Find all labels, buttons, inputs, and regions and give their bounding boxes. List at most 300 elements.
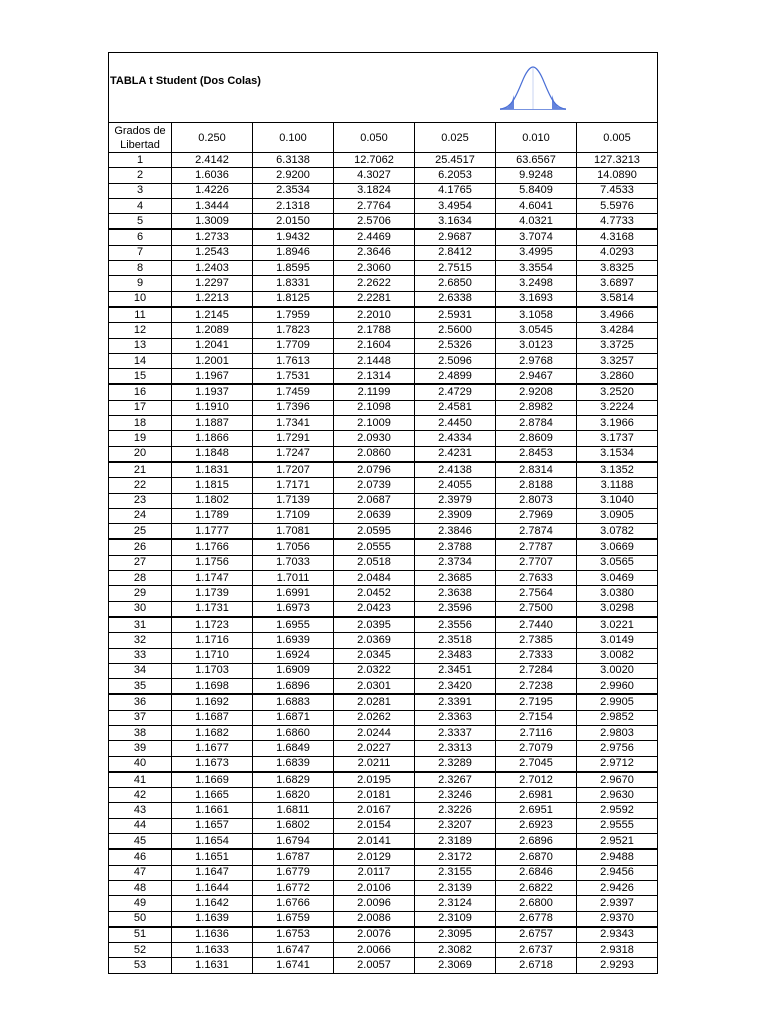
- critical-value-cell: 2.6870: [496, 849, 577, 865]
- critical-value-cell: 2.6718: [496, 958, 577, 973]
- critical-value-cell: 3.1737: [577, 431, 658, 446]
- critical-value-cell: 2.1448: [334, 353, 415, 368]
- critical-value-cell: 1.1716: [172, 633, 253, 648]
- t-table-sheet: [108, 52, 658, 988]
- critical-value-cell: 1.1698: [172, 679, 253, 695]
- critical-value-cell: 2.0687: [334, 493, 415, 508]
- critical-value-cell: 1.3444: [172, 198, 253, 213]
- table-row: [109, 478, 658, 493]
- critical-value-cell: 2.6951: [496, 803, 577, 818]
- critical-value-cell: 2.8314: [496, 462, 577, 478]
- df-cell: 41: [109, 772, 172, 788]
- critical-value-cell: 2.3313: [415, 741, 496, 756]
- critical-value-cell: 2.3556: [415, 617, 496, 633]
- critical-value-cell: 5.5976: [577, 198, 658, 213]
- critical-value-cell: 1.7109: [253, 508, 334, 523]
- critical-value-cell: 2.4231: [415, 446, 496, 462]
- df-cell: 39: [109, 741, 172, 756]
- critical-value-cell: 3.1188: [577, 478, 658, 493]
- critical-value-cell: 2.0639: [334, 508, 415, 523]
- critical-value-cell: 2.0860: [334, 446, 415, 462]
- critical-value-cell: 2.3226: [415, 803, 496, 818]
- critical-value-cell: 1.6896: [253, 679, 334, 695]
- df-cell: 28: [109, 571, 172, 586]
- table-row: [109, 555, 658, 570]
- critical-value-cell: 1.7709: [253, 338, 334, 353]
- alpha-header: 0.005: [577, 123, 658, 153]
- critical-value-cell: 2.6822: [496, 880, 577, 895]
- critical-value-cell: 25.4517: [415, 153, 496, 168]
- table-row: [109, 818, 658, 833]
- critical-value-cell: 2.7969: [496, 508, 577, 523]
- critical-value-cell: 1.2145: [172, 307, 253, 323]
- table-row: [109, 183, 658, 198]
- critical-value-cell: 2.3124: [415, 896, 496, 911]
- critical-value-cell: 12.7062: [334, 153, 415, 168]
- df-cell: 38: [109, 725, 172, 740]
- alpha-header: 0.050: [334, 123, 415, 153]
- critical-value-cell: 1.1789: [172, 508, 253, 523]
- table-row: [109, 524, 658, 540]
- critical-value-cell: 2.9343: [577, 927, 658, 943]
- critical-value-cell: 2.0395: [334, 617, 415, 633]
- table-row: [109, 508, 658, 523]
- df-cell: 50: [109, 911, 172, 927]
- critical-value-cell: 1.6820: [253, 788, 334, 803]
- critical-value-cell: 2.6800: [496, 896, 577, 911]
- table-row: [109, 353, 658, 368]
- critical-value-cell: 3.6897: [577, 276, 658, 291]
- critical-value-cell: 2.9592: [577, 803, 658, 818]
- critical-value-cell: 1.1644: [172, 880, 253, 895]
- critical-value-cell: 2.9803: [577, 725, 658, 740]
- critical-value-cell: 2.7633: [496, 571, 577, 586]
- critical-value-cell: 2.0129: [334, 849, 415, 865]
- critical-value-cell: 1.1639: [172, 911, 253, 927]
- critical-value-cell: 2.0141: [334, 834, 415, 850]
- critical-value-cell: 2.9426: [577, 880, 658, 895]
- df-cell: 40: [109, 756, 172, 772]
- critical-value-cell: 1.6860: [253, 725, 334, 740]
- table-row: [109, 601, 658, 617]
- critical-value-cell: 2.6896: [496, 834, 577, 850]
- critical-value-cell: 1.6939: [253, 633, 334, 648]
- critical-value-cell: 2.6981: [496, 788, 577, 803]
- critical-value-cell: 1.8331: [253, 276, 334, 291]
- critical-value-cell: 3.0020: [577, 663, 658, 678]
- critical-value-cell: 2.5931: [415, 307, 496, 323]
- critical-value-cell: 2.7564: [496, 586, 577, 601]
- table-row: [109, 338, 658, 353]
- critical-value-cell: 2.3534: [253, 183, 334, 198]
- critical-value-cell: 2.0227: [334, 741, 415, 756]
- critical-value-cell: 3.3257: [577, 353, 658, 368]
- critical-value-cell: 2.9630: [577, 788, 658, 803]
- critical-value-cell: 2.8188: [496, 478, 577, 493]
- table-row: [109, 927, 658, 943]
- critical-value-cell: 1.1937: [172, 384, 253, 400]
- critical-value-cell: 2.3082: [415, 943, 496, 958]
- table-row: [109, 245, 658, 260]
- critical-value-cell: 2.7787: [496, 539, 577, 555]
- critical-value-cell: 1.6924: [253, 648, 334, 663]
- critical-value-cell: 1.1910: [172, 400, 253, 415]
- critical-value-cell: 4.0293: [577, 245, 658, 260]
- critical-value-cell: 2.0739: [334, 478, 415, 493]
- critical-value-cell: 2.7707: [496, 555, 577, 570]
- critical-value-cell: 2.9370: [577, 911, 658, 927]
- critical-value-cell: 2.7154: [496, 710, 577, 725]
- critical-value-cell: 2.4334: [415, 431, 496, 446]
- critical-value-cell: 1.1739: [172, 586, 253, 601]
- df-cell: 27: [109, 555, 172, 570]
- df-cell: 2: [109, 168, 172, 183]
- critical-value-cell: 2.4055: [415, 478, 496, 493]
- critical-value-cell: 5.8409: [496, 183, 577, 198]
- critical-value-cell: 2.9555: [577, 818, 658, 833]
- critical-value-cell: 2.5096: [415, 353, 496, 368]
- df-cell: 46: [109, 849, 172, 865]
- critical-value-cell: 1.1731: [172, 601, 253, 617]
- critical-value-cell: 2.7764: [334, 198, 415, 213]
- critical-value-cell: 1.7056: [253, 539, 334, 555]
- critical-value-cell: 2.1098: [334, 400, 415, 415]
- critical-value-cell: 1.6741: [253, 958, 334, 973]
- critical-value-cell: 1.1642: [172, 896, 253, 911]
- critical-value-cell: 2.8412: [415, 245, 496, 260]
- critical-value-cell: 1.7396: [253, 400, 334, 415]
- critical-value-cell: 3.0298: [577, 601, 658, 617]
- table-row: [109, 384, 658, 400]
- critical-value-cell: 1.2733: [172, 229, 253, 245]
- df-cell: 17: [109, 400, 172, 415]
- critical-value-cell: 1.7247: [253, 446, 334, 462]
- critical-value-cell: 1.6753: [253, 927, 334, 943]
- critical-value-cell: 3.0565: [577, 555, 658, 570]
- critical-value-cell: 2.6757: [496, 927, 577, 943]
- critical-value-cell: 2.4469: [334, 229, 415, 245]
- df-cell: 44: [109, 818, 172, 833]
- critical-value-cell: 3.1534: [577, 446, 658, 462]
- table-row: [109, 834, 658, 850]
- critical-value-cell: 2.3638: [415, 586, 496, 601]
- critical-value-cell: 3.2520: [577, 384, 658, 400]
- df-cell: 12: [109, 323, 172, 338]
- critical-value-cell: 3.0669: [577, 539, 658, 555]
- critical-value-cell: 1.1677: [172, 741, 253, 756]
- df-cell: 5: [109, 214, 172, 230]
- critical-value-cell: 1.1703: [172, 663, 253, 678]
- table-row: [109, 880, 658, 895]
- critical-value-cell: 1.1657: [172, 818, 253, 833]
- critical-value-cell: 3.0545: [496, 323, 577, 338]
- critical-value-cell: 2.8073: [496, 493, 577, 508]
- table-row: [109, 307, 658, 323]
- critical-value-cell: 4.1765: [415, 183, 496, 198]
- critical-value-cell: 2.4581: [415, 400, 496, 415]
- critical-value-cell: 2.9488: [577, 849, 658, 865]
- critical-value-cell: 4.7733: [577, 214, 658, 230]
- critical-value-cell: 1.1802: [172, 493, 253, 508]
- critical-value-cell: 3.0123: [496, 338, 577, 353]
- critical-value-cell: 3.2224: [577, 400, 658, 415]
- table-body: [109, 153, 658, 974]
- critical-value-cell: 2.7012: [496, 772, 577, 788]
- critical-value-cell: 2.6737: [496, 943, 577, 958]
- critical-value-cell: 1.1710: [172, 648, 253, 663]
- critical-value-cell: 14.0890: [577, 168, 658, 183]
- critical-value-cell: 2.3979: [415, 493, 496, 508]
- critical-value-cell: 2.0057: [334, 958, 415, 973]
- table-row: [109, 571, 658, 586]
- critical-value-cell: 1.7291: [253, 431, 334, 446]
- critical-value-cell: 1.2041: [172, 338, 253, 353]
- df-cell: 21: [109, 462, 172, 478]
- critical-value-cell: 1.8125: [253, 291, 334, 307]
- critical-value-cell: 3.0380: [577, 586, 658, 601]
- df-cell: 32: [109, 633, 172, 648]
- critical-value-cell: 2.0076: [334, 927, 415, 943]
- critical-value-cell: 1.6036: [172, 168, 253, 183]
- critical-value-cell: 3.1040: [577, 493, 658, 508]
- critical-value-cell: 127.3213: [577, 153, 658, 168]
- critical-value-cell: 3.0469: [577, 571, 658, 586]
- df-header: Grados de Libertad: [109, 123, 172, 153]
- table-row: [109, 431, 658, 446]
- two-tailed-normal-curve-icon: [498, 64, 568, 112]
- critical-value-cell: 2.3451: [415, 663, 496, 678]
- critical-value-cell: 2.6846: [496, 865, 577, 880]
- critical-value-cell: 7.4533: [577, 183, 658, 198]
- critical-value-cell: 2.1788: [334, 323, 415, 338]
- df-cell: 19: [109, 431, 172, 446]
- critical-value-cell: 2.0106: [334, 880, 415, 895]
- df-cell: 18: [109, 416, 172, 431]
- critical-value-cell: 1.3009: [172, 214, 253, 230]
- critical-value-cell: 1.8595: [253, 261, 334, 276]
- df-cell: 42: [109, 788, 172, 803]
- critical-value-cell: 2.9200: [253, 168, 334, 183]
- critical-value-cell: 2.0117: [334, 865, 415, 880]
- critical-value-cell: 1.6973: [253, 601, 334, 617]
- critical-value-cell: 1.1661: [172, 803, 253, 818]
- critical-value-cell: 1.7011: [253, 571, 334, 586]
- critical-value-cell: 2.7238: [496, 679, 577, 695]
- df-cell: 15: [109, 369, 172, 385]
- critical-value-cell: 2.2622: [334, 276, 415, 291]
- table-row: [109, 663, 658, 678]
- table-row: [109, 168, 658, 183]
- critical-value-cell: 2.9687: [415, 229, 496, 245]
- critical-value-cell: 2.3139: [415, 880, 496, 895]
- table-row: [109, 153, 658, 168]
- critical-value-cell: 3.1352: [577, 462, 658, 478]
- df-cell: 8: [109, 261, 172, 276]
- critical-value-cell: 2.7500: [496, 601, 577, 617]
- critical-value-cell: 1.1866: [172, 431, 253, 446]
- critical-value-cell: 2.0066: [334, 943, 415, 958]
- critical-value-cell: 2.8784: [496, 416, 577, 431]
- table-row: [109, 756, 658, 772]
- critical-value-cell: 2.4450: [415, 416, 496, 431]
- critical-value-cell: 2.6850: [415, 276, 496, 291]
- critical-value-cell: 2.9768: [496, 353, 577, 368]
- critical-value-cell: 1.7171: [253, 478, 334, 493]
- critical-value-cell: 1.6802: [253, 818, 334, 833]
- critical-value-cell: 2.4138: [415, 462, 496, 478]
- critical-value-cell: 2.9208: [496, 384, 577, 400]
- df-cell: 30: [109, 601, 172, 617]
- df-cell: 24: [109, 508, 172, 523]
- alpha-header: 0.100: [253, 123, 334, 153]
- critical-value-cell: 2.9397: [577, 896, 658, 911]
- critical-value-cell: 3.1824: [334, 183, 415, 198]
- table-row: [109, 369, 658, 385]
- critical-value-cell: 2.4899: [415, 369, 496, 385]
- df-cell: 1: [109, 153, 172, 168]
- table-row: [109, 539, 658, 555]
- critical-value-cell: 2.7116: [496, 725, 577, 740]
- critical-value-cell: 1.1687: [172, 710, 253, 725]
- df-cell: 11: [109, 307, 172, 323]
- critical-value-cell: 3.1966: [577, 416, 658, 431]
- table-row: [109, 214, 658, 230]
- critical-value-cell: 1.8946: [253, 245, 334, 260]
- critical-value-cell: 2.0796: [334, 462, 415, 478]
- critical-value-cell: 2.2281: [334, 291, 415, 307]
- df-cell: 25: [109, 524, 172, 540]
- df-cell: 20: [109, 446, 172, 462]
- critical-value-cell: 1.6811: [253, 803, 334, 818]
- critical-value-cell: 2.9293: [577, 958, 658, 973]
- critical-value-cell: 4.0321: [496, 214, 577, 230]
- critical-value-cell: 2.7195: [496, 694, 577, 710]
- critical-value-cell: 2.3420: [415, 679, 496, 695]
- critical-value-cell: 2.7385: [496, 633, 577, 648]
- critical-value-cell: 1.7459: [253, 384, 334, 400]
- critical-value-cell: 2.3646: [334, 245, 415, 260]
- critical-value-cell: 3.8325: [577, 261, 658, 276]
- critical-value-cell: 2.1199: [334, 384, 415, 400]
- critical-value-cell: 2.0301: [334, 679, 415, 695]
- critical-value-cell: 2.3734: [415, 555, 496, 570]
- table-row: [109, 416, 658, 431]
- critical-value-cell: 4.3168: [577, 229, 658, 245]
- critical-value-cell: 6.3138: [253, 153, 334, 168]
- critical-value-cell: 2.9521: [577, 834, 658, 850]
- critical-value-cell: 3.1634: [415, 214, 496, 230]
- critical-value-cell: 9.9248: [496, 168, 577, 183]
- critical-value-cell: 2.3155: [415, 865, 496, 880]
- critical-value-cell: 2.3095: [415, 927, 496, 943]
- critical-value-cell: 1.6766: [253, 896, 334, 911]
- critical-value-cell: 3.0149: [577, 633, 658, 648]
- critical-value-cell: 1.2297: [172, 276, 253, 291]
- critical-value-cell: 3.2498: [496, 276, 577, 291]
- critical-value-cell: 2.0211: [334, 756, 415, 772]
- critical-value-cell: 2.1009: [334, 416, 415, 431]
- df-cell: 33: [109, 648, 172, 663]
- critical-value-cell: 2.9852: [577, 710, 658, 725]
- critical-value-cell: 1.6991: [253, 586, 334, 601]
- critical-value-cell: 1.7081: [253, 524, 334, 540]
- critical-value-cell: 2.0244: [334, 725, 415, 740]
- critical-value-cell: 3.0905: [577, 508, 658, 523]
- table-row: [109, 291, 658, 307]
- table-row: [109, 446, 658, 462]
- critical-value-cell: 2.3337: [415, 725, 496, 740]
- critical-value-cell: 4.3027: [334, 168, 415, 183]
- table-row: [109, 694, 658, 710]
- critical-value-cell: 2.3069: [415, 958, 496, 973]
- critical-value-cell: 2.7874: [496, 524, 577, 540]
- critical-value-cell: 2.0154: [334, 818, 415, 833]
- critical-value-cell: 2.9318: [577, 943, 658, 958]
- critical-value-cell: 2.9905: [577, 694, 658, 710]
- critical-value-cell: 2.0423: [334, 601, 415, 617]
- critical-value-cell: 3.7074: [496, 229, 577, 245]
- critical-value-cell: 2.9456: [577, 865, 658, 880]
- critical-value-cell: 2.0195: [334, 772, 415, 788]
- critical-value-cell: 2.3267: [415, 772, 496, 788]
- df-cell: 7: [109, 245, 172, 260]
- critical-value-cell: 2.0484: [334, 571, 415, 586]
- critical-value-cell: 1.1669: [172, 772, 253, 788]
- table-row: [109, 803, 658, 818]
- df-cell: 36: [109, 694, 172, 710]
- critical-value-cell: 1.1887: [172, 416, 253, 431]
- critical-value-cell: 1.6955: [253, 617, 334, 633]
- df-cell: 16: [109, 384, 172, 400]
- df-cell: 47: [109, 865, 172, 880]
- df-cell: 43: [109, 803, 172, 818]
- critical-value-cell: 3.1058: [496, 307, 577, 323]
- critical-value-cell: 2.5326: [415, 338, 496, 353]
- critical-value-cell: 1.2089: [172, 323, 253, 338]
- critical-value-cell: 1.6909: [253, 663, 334, 678]
- critical-value-cell: 1.7341: [253, 416, 334, 431]
- critical-value-cell: 2.8982: [496, 400, 577, 415]
- critical-value-cell: 1.1967: [172, 369, 253, 385]
- critical-value-cell: 2.7515: [415, 261, 496, 276]
- table-row: [109, 400, 658, 415]
- df-cell: 3: [109, 183, 172, 198]
- table-row: [109, 462, 658, 478]
- critical-value-cell: 3.0782: [577, 524, 658, 540]
- critical-value-cell: 3.4954: [415, 198, 496, 213]
- critical-value-cell: 3.4966: [577, 307, 658, 323]
- critical-value-cell: 2.0555: [334, 539, 415, 555]
- df-cell: 34: [109, 663, 172, 678]
- critical-value-cell: 1.7033: [253, 555, 334, 570]
- critical-value-cell: 4.6041: [496, 198, 577, 213]
- critical-value-cell: 1.1636: [172, 927, 253, 943]
- critical-value-cell: 1.7613: [253, 353, 334, 368]
- table-row: [109, 725, 658, 740]
- critical-value-cell: 2.3391: [415, 694, 496, 710]
- critical-value-cell: 2.3060: [334, 261, 415, 276]
- critical-value-cell: 1.6747: [253, 943, 334, 958]
- alpha-header: 0.010: [496, 123, 577, 153]
- table-row: [109, 198, 658, 213]
- critical-value-cell: 2.3596: [415, 601, 496, 617]
- critical-value-cell: 1.1848: [172, 446, 253, 462]
- table-row: [109, 617, 658, 633]
- critical-value-cell: 2.5706: [334, 214, 415, 230]
- critical-value-cell: 1.6779: [253, 865, 334, 880]
- critical-value-cell: 2.3363: [415, 710, 496, 725]
- critical-value-cell: 2.6338: [415, 291, 496, 307]
